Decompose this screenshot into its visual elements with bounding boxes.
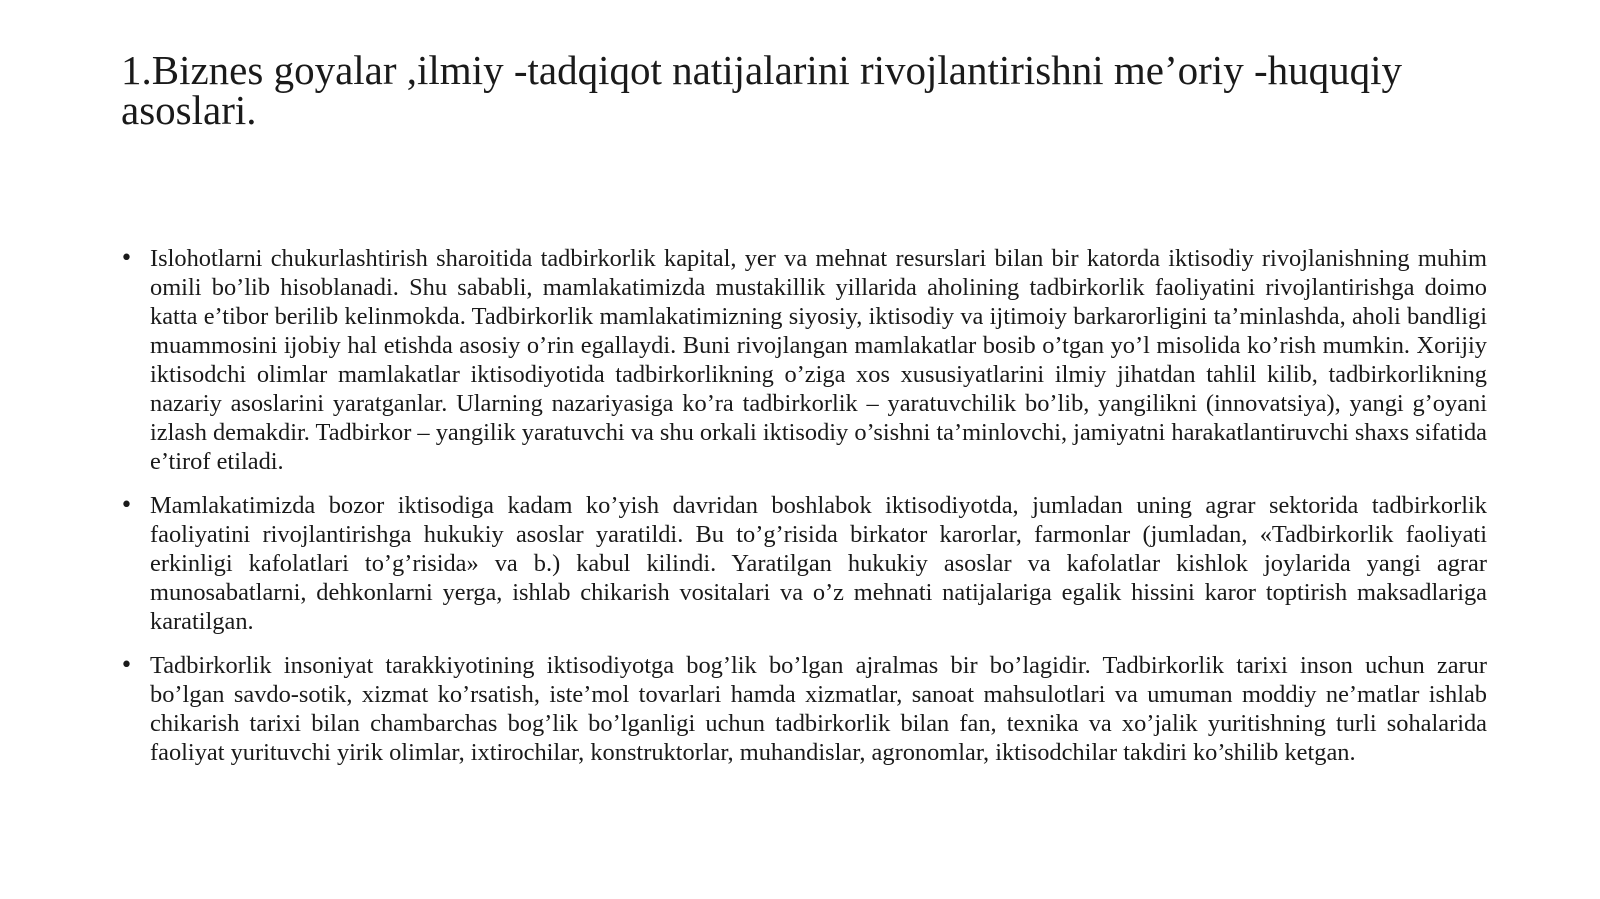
bullet-list [120, 244, 1487, 782]
paragraph-text: Tadbirkorlik insoniyat tarakkiyotining iktisodiyotga bog’lik bo’lgan ajralmas bir bo’lagidir. Tadbirkorlik tarixi inson uchun zarur bo’lgan savdo-sotik, xizmat ko’rsatish, iste’mol tovarlari hamda xizmatlar, sanoat mahsulotlari va umuman moddiy ne’matlar ishlab chikarish tarixi bilan chambarchas bog’lik bo’lganligi uchun tadbirkorlik bilan fan, texnika va xo’jalik yuritishning turli sohalarida faoliyat yurituvchi yirik olimlar, ixtirochilar, konstruktorlar, muhandislar, agronomlar, iktisodchilar takdiri ko’shilib ketgan. [150, 652, 1487, 766]
bullet-icon: • [120, 493, 133, 518]
bullet-icon: • [120, 653, 133, 678]
paragraph-text: Mamlakatimizda bozor iktisodiga kadam ko’yish davridan boshlabok iktisodiyotda, jumladan uning agrar sektorida tadbirkorlik faoliyatini rivojlantirishga hukukiy asoslar yaratildi. Bu to’g’risida birkator karorlar, farmonlar (jumladan, «Tadbirkorlik faoliyati erkinligi kafolatlari to’g’risida» va b.) kabul kilindi. Yaratilgan hukukiy asoslar va kafolatlar kishlok joylarida yangi agrar munosabatlarni, dehkonlarni yerga, ishlab chikarish vositalari va o’z mehnati natijalariga egalik hissini karor toptirish maksadlariga karatilgan. [150, 492, 1487, 635]
paragraph-text: Islohotlarni chukurlashtirish sharoitida tadbirkorlik kapital, yer va mehnat resurslari bilan bir katorda iktisodiy rivojlanishning muhim omili bo’lib hisoblanadi. Shu sababli, mamlakatimizda mustakillik yillarida aholining tadbirkorlik faoliyatini rivojlantirishga doimo katta e’tibor berilib kelinmokda. Tadbirkorlik mamlakatimizning siyosiy, iktisodiy va ijtimoiy barkarorligini ta’minlashda, aholi bandligi muammosini ijobiy hal etishda asosiy o’rin egallaydi. Buni rivojlangan mamlakatlar bosib o’tgan yo’l misolida ko’rish mumkin. Xorijiy iktisodchi olimlar mamlakatlar iktisodiyotida tadbirkorlikning o’ziga xos xususiyatlarini ilmiy jihatdan tahlil kilib, tadbirkorlikning nazariy asoslarini yaratganlar. Ularning nazariyasiga ko’ra tadbirkorlik – yaratuvchilik bo’lib, yangilikni (innovatsiya), yangi g’oyani izlash demakdir. Tadbirkor – yangilik yaratuvchi va shu orkali iktisodiy o’sishni ta’minlovchi, jamiyatni harakatlantiruvchi shaxs sifatida e’tirof etiladi. [150, 245, 1488, 475]
bullet-paragraph-2 [120, 491, 1487, 636]
slide-title: 1.Biznes goyalar ,ilmiy -tadqiqot natijalarini rivojlantirishni me’oriy -huquqiy asoslari. [121, 47, 1402, 133]
bullet-icon: • [120, 246, 133, 271]
bullet-paragraph-1 [120, 244, 1487, 476]
bullet-paragraph-3 [120, 651, 1487, 767]
